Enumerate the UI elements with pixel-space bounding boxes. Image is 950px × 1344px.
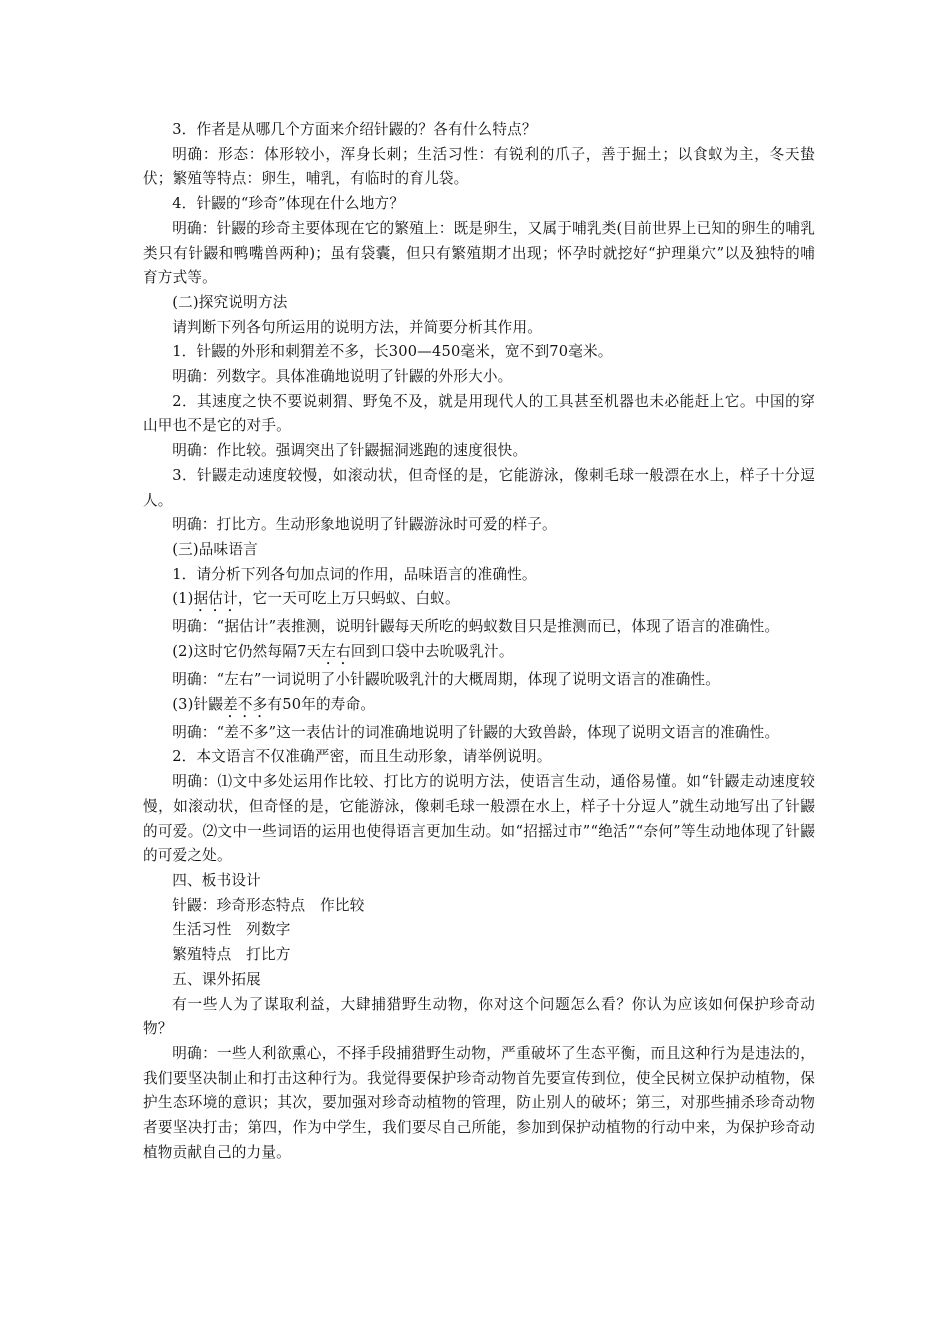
sentence-2-answer: 明确：作比较。强调突出了针鼹掘洞逃跑的速度很快。 <box>172 442 528 460</box>
extension-question: 有一些人为了谋取利益，大肆捕猎野生动物，你对这个问题怎么看？你认为应该如何保护珍奇动物？ <box>143 995 815 1038</box>
language-task-2: 2．本文语言不仅准确严密，而且生动形象，请举例说明。 <box>172 748 552 766</box>
sentence-3-answer: 明确：打比方。生动形象地说明了针鼹游泳时可爱的样子。 <box>172 516 557 534</box>
sentence-1: 1．针鼹的外形和刺猬差不多，长300—450毫米，宽不到70毫米。 <box>172 343 613 361</box>
section-heading-explanation-methods: (二)探究说明方法 <box>172 293 288 311</box>
example-suffix: 回到口袋中去吮吸乳汁。 <box>350 643 514 661</box>
example-prefix: (1) <box>172 590 194 608</box>
language-example-3 <box>143 693 815 721</box>
answer-3: 明确：形态：体形较小，浑身长刺；生活习性：有锐利的爪子，善于掘土；以食蚁为主，冬天蛰伏；繁殖等特点：卵生，哺乳，有临时的育儿袋。 <box>143 145 815 188</box>
sentence-3: 3．针鼹走动速度较慢，如滚动状，但奇怪的是，它能游泳，像刺毛球一般漂在水上，样子十分逗人。 <box>143 466 815 509</box>
sentence-1-answer: 明确：列数字。具体准确地说明了针鼹的外形大小。 <box>172 368 513 386</box>
emphasized-word: 左右 <box>321 643 351 661</box>
example-prefix: (3)针鼹 <box>172 695 224 713</box>
language-example-1 <box>143 587 815 615</box>
board-line-3: 繁殖特点 打比方 <box>172 946 291 964</box>
question-3: 3．作者是从哪几个方面来介绍针鼹的？各有什么特点？ <box>172 121 537 138</box>
language-task-1: 1．请分析下列各句加点词的作用，品味语言的准确性。 <box>172 565 537 583</box>
language-example-3-answer: 明确：“差不多”这一表估计的词准确地说明了针鼹的大致兽龄，体现了说明文语言的准确性。 <box>172 723 780 741</box>
instruction-explanation-methods: 请判断下列各句所运用的说明方法，并简要分析其作用。 <box>172 318 543 336</box>
example-suffix: 有50年的寿命。 <box>267 695 376 713</box>
language-example-2-answer: 明确：“左右”一词说明了小针鼹吮吸乳汁的大概周期，体现了说明文语言的准确性。 <box>172 671 721 689</box>
board-line-2: 生活习性 列数字 <box>172 921 291 939</box>
example-prefix: (2)这时它仍然每隔7天 <box>172 643 322 661</box>
sentence-2: 2．其速度之快不要说刺猬、野兔不及，就是用现代人的工具甚至机器也未必能赶上它。中国的穿山甲也不是它的对手。 <box>143 392 815 435</box>
language-example-2 <box>143 640 815 668</box>
section-heading-board-design: 四、板书设计 <box>172 871 261 889</box>
board-line-1: 针鼹：珍奇形态特点 作比较 <box>172 896 365 914</box>
language-task-2-answer: 明确：⑴文中多处运用作比较、打比方的说明方法，使语言生动，通俗易懂。如“针鼹走动速度较慢，如滚动状，但奇怪的是，它能游泳，像刺毛球一般漂在水上，样子十分逗人”就生动地写出了针鼹的可爱。⑵文中一些词语的运用也使得语言更加生动。如“招摇过市”“绝活”“奈何”等生动地体现了针鼹的可爱之处。 <box>143 773 815 865</box>
example-suffix: ，它一天可吃上万只蚂蚁、白蚁。 <box>237 590 460 608</box>
section-heading-extension: 五、课外拓展 <box>172 970 261 988</box>
extension-answer: 明确：一些人利欲熏心，不择手段捕猎野生动物，严重破坏了生态平衡，而且这种行为是违法的，我们要坚决制止和打击这种行为。我觉得要保护珍奇动物首先要宣传到位，使全民树立保护动植物，保护生态环境的意识；其次，要加强对珍奇动植物的管理，防止别人的破坏；第三，对那些捕杀珍奇动物者要坚决打击；第四，作为中学生，我们要尽自己所能，参加到保护动植物的行动中来，为保护珍奇动植物贡献自己的力量。 <box>143 1044 815 1161</box>
emphasized-word: 据估计 <box>193 590 238 608</box>
question-4: 4．针鼹的“珍奇”体现在什么地方？ <box>172 195 405 213</box>
emphasized-word: 差不多 <box>223 695 268 713</box>
language-example-1-answer: 明确：“据估计”表推测，说明针鼹每天所吃的蚂蚁数目只是推测而已，体现了语言的准确性。 <box>172 618 780 636</box>
document-page <box>143 118 815 1165</box>
answer-4: 明确：针鼹的珍奇主要体现在它的繁殖上：既是卵生，又属于哺乳类(目前世界上已知的卵生的哺乳类只有针鼹和鸭嘴兽两种)；虽有袋囊，但只有繁殖期才出现；怀孕时就挖好“护理巢穴”以及独特的哺育方式等。 <box>143 219 815 287</box>
section-heading-language: (三)品味语言 <box>172 540 258 558</box>
